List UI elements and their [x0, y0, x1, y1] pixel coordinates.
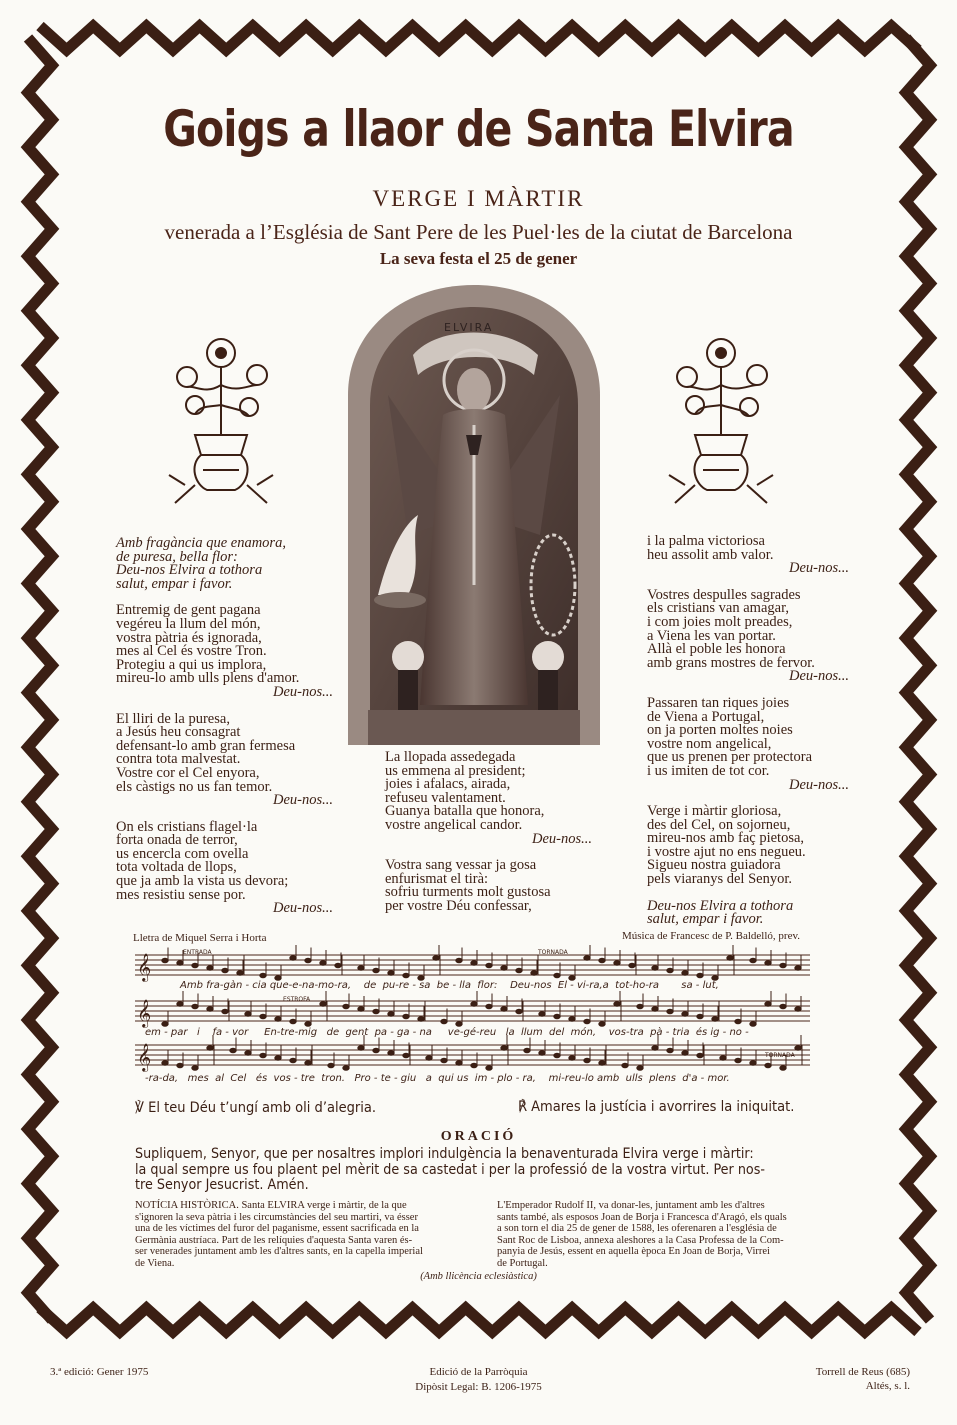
lyrics-credit: Lletra de Miquel Serra i Horta: [133, 932, 267, 944]
note-head: [569, 1017, 575, 1022]
verse-line: per vostre Déu confessar,: [385, 897, 532, 914]
history-line: sants també, als esposos Joan de Borja i Francesca d'Aragó, els quals: [497, 1211, 787, 1223]
verse-line: El lliri de la puresa,: [116, 710, 230, 727]
verse-line: Vostres despulles sagrades: [647, 586, 801, 603]
note-head: [554, 1053, 560, 1058]
note-head: [433, 956, 439, 961]
note-head: [697, 1053, 703, 1058]
history-line: Sant Roc de Lisboa, annexa aleshores a la Casa Professa de la Com-: [497, 1234, 784, 1246]
note-head: [260, 1014, 266, 1019]
verse-line: Vostre cor el Cel enyora,: [116, 764, 260, 781]
verse-line: i com joies molt preades,: [647, 613, 793, 630]
refrain: Deu-nos...: [531, 830, 592, 847]
note-head: [720, 1056, 726, 1061]
note-head: [245, 1012, 251, 1017]
note-head: [275, 1056, 281, 1061]
note-head: [735, 1019, 741, 1024]
note-head: [750, 958, 756, 963]
verse-line: amb grans mostres de fervor.: [647, 654, 815, 671]
estrofa-mark: ESTROFA: [283, 996, 311, 1003]
note-head: [373, 968, 379, 973]
note-head: [403, 1053, 409, 1058]
note-head: [162, 1061, 168, 1066]
note-head: [260, 973, 266, 978]
note-head: [667, 1009, 673, 1014]
note-head: [456, 958, 462, 963]
verse-line: i la palma victoriosa: [647, 533, 765, 549]
history-note-right: [497, 1200, 822, 1269]
note-head: [358, 1046, 364, 1051]
tornada-mark: TORNADA: [538, 949, 568, 956]
note-head: [554, 1014, 560, 1019]
history-line: s'ignoren la seva pàtria i les circumstàncies del seu martiri, va ésser: [135, 1211, 418, 1223]
stanza: [385, 859, 600, 913]
note-head: [712, 1017, 718, 1022]
music-lyrics-2: em - par i fa - vor En-tre-mig de gent pa - ga - na ve-gé-reu la llum del món, vos-tra pà - tria és ig - no -: [145, 1027, 749, 1038]
history-line: ser venerades juntament amb les d'altres sants, en la capella imperial: [135, 1246, 423, 1257]
verse-line: joies i afalacs, airada,: [385, 776, 511, 793]
note-head: [554, 973, 560, 978]
parish-edition: Edició de la Parròquia: [429, 1366, 528, 1378]
treble-clef-icon: 𝄞: [137, 1043, 152, 1071]
verse-line: Verge i màrtir gloriosa,: [647, 803, 782, 820]
verse-line: de puresa, bella flor:: [116, 548, 238, 565]
stanza: [647, 535, 857, 576]
note-head: [456, 1061, 462, 1066]
verse-line: els cristians van amagar,: [647, 600, 789, 617]
refrain: Deu-nos...: [788, 560, 849, 577]
treble-clef-icon: 𝄞: [137, 999, 152, 1027]
note-head: [501, 966, 507, 971]
note-head: [486, 1066, 492, 1071]
verse-line: On els cristians flagel·la: [116, 818, 258, 835]
music-score: [135, 945, 815, 1090]
music-lyrics-1: Amb fra-gàn - cia que-e-na-mo-ra, de pu-re - sa be - lla flor: Deu-nos El - vi-ra,a tot-ho-ra sa - lut,: [180, 980, 719, 991]
note-head: [192, 1066, 198, 1071]
music-lyrics-3: -ra-da, mes al Cel és vos - tre tron. Pro - te - giu a qui us im - plo - ra, mi-reu-lo amb ulls plens d'a - mor.: [145, 1073, 730, 1084]
refrain: Deu-nos...: [272, 792, 333, 809]
note-head: [569, 1056, 575, 1061]
stanza: [647, 897, 857, 928]
note-head: [230, 1048, 236, 1053]
note-head: [652, 1046, 658, 1051]
note-head: [637, 1004, 643, 1009]
note-head: [780, 1004, 786, 1009]
printer-info-2: Altés, s. l.: [865, 1380, 910, 1392]
note-head: [456, 1022, 462, 1027]
note-head: [290, 1058, 296, 1063]
verse-line: Protegiu a qui us implora,: [116, 656, 267, 673]
note-head: [637, 1066, 643, 1071]
verse-line: Deu-nos Elvira a tothora: [647, 897, 794, 914]
refrain: Deu-nos...: [788, 668, 849, 685]
verse-line: que ja amb la vista us devora;: [116, 873, 289, 890]
note-head: [795, 1007, 801, 1012]
note-head: [652, 1007, 658, 1012]
printer-info: Torrell de Reus (685): [815, 1366, 910, 1378]
note-head: [388, 1051, 394, 1056]
note-head: [682, 1012, 688, 1017]
note-head: [750, 1061, 756, 1066]
verse-line: i us imiten de tot cor.: [647, 762, 770, 779]
note-head: [192, 963, 198, 968]
verse-line: La llopada assedegada: [385, 749, 516, 765]
history-line: Germània austríaca. Part de les relíquies d'aquesta Santa varen és-: [135, 1234, 413, 1246]
history-note-left: [135, 1200, 465, 1269]
note-head: [290, 956, 296, 961]
note-head: [727, 956, 733, 961]
stanza: [116, 710, 341, 809]
stanza: [385, 751, 600, 846]
verse-line: vostre nom angelical,: [647, 735, 772, 752]
note-head: [403, 973, 409, 978]
note-head: [441, 1019, 447, 1024]
note-head: [207, 966, 213, 971]
note-head: [780, 1066, 786, 1071]
note-head: [426, 1056, 432, 1061]
verse-line: Amb fragància que enamora,: [116, 535, 286, 551]
note-head: [614, 961, 620, 966]
legal-deposit: Dipòsit Legal: B. 1206-1975: [415, 1381, 542, 1393]
note-head: [667, 1048, 673, 1053]
verse-line: salut, empar i favor.: [647, 911, 764, 928]
verse-line: vegéreu la llum del món,: [116, 615, 261, 632]
history-line: L'Emperador Rudolf II, va donar-les, juntament amb les d'altres: [497, 1200, 765, 1211]
verse-line: sofriu turments molt gustosa: [385, 884, 551, 901]
tornada-end-mark: TORNADA: [765, 1052, 795, 1059]
note-head: [305, 958, 311, 963]
note-head: [599, 958, 605, 963]
note-head: [486, 1004, 492, 1009]
note-head: [335, 963, 341, 968]
note-head: [501, 1046, 507, 1051]
verse-line: vostra pàtria és ignorada,: [116, 629, 262, 646]
license-note: (Amb llicència eclesiàstica): [420, 1271, 537, 1282]
history-line: NOTÍCIA HISTÒRICA. Santa ELVIRA verge i màrtir, de la que: [135, 1200, 407, 1211]
note-head: [697, 973, 703, 978]
note-head: [652, 966, 658, 971]
music-credit: Música de Francesc de P. Baldelló, prev.: [622, 930, 800, 942]
note-head: [486, 963, 492, 968]
note-head: [222, 1009, 228, 1014]
verse-line: a Jesús heu consagrat: [116, 724, 241, 741]
note-head: [192, 1004, 198, 1009]
history-line: de Portugal.: [497, 1257, 548, 1269]
note-head: [441, 1058, 447, 1063]
note-head: [373, 1009, 379, 1014]
venerated-line: venerada a l’Església de Sant Pere de les Puel·les de la ciutat de Barcelona: [164, 220, 793, 244]
note-head: [516, 1009, 522, 1014]
versicle: ℣ El teu Déu t’ungí amb oli d’alegria.: [135, 1100, 377, 1116]
note-head: [765, 1002, 771, 1007]
note-head: [418, 1017, 424, 1022]
flower-vase-icon-right: [665, 325, 777, 505]
note-head: [780, 963, 786, 968]
refrain: Deu-nos...: [272, 683, 333, 700]
refrain: Deu-nos...: [788, 776, 849, 793]
note-head: [207, 1046, 213, 1051]
note-head: [207, 1007, 213, 1012]
stanza: [116, 604, 341, 699]
note-head: [305, 1022, 311, 1027]
note-head: [260, 1053, 266, 1058]
note-head: [275, 1017, 281, 1022]
note-head: [177, 961, 183, 966]
note-head: [388, 971, 394, 976]
prayer-text: [135, 1147, 835, 1194]
verse-line: Passaren tan riques joies: [647, 694, 790, 711]
verse-line: a Viena les van portar.: [647, 627, 776, 644]
note-head: [614, 1002, 620, 1007]
treble-clef-icon: 𝄞: [137, 953, 152, 981]
verse-line: Guanya batalla que honora,: [385, 803, 545, 820]
note-head: [237, 971, 243, 976]
note-head: [501, 1007, 507, 1012]
note-head: [524, 1048, 530, 1053]
note-head: [599, 1061, 605, 1066]
verse-line: Sigueu nostra guiadora: [647, 857, 781, 874]
page-subtitle: VERGE I MÀRTIR: [372, 186, 585, 211]
prayer-heading: ORACIÓ: [440, 1129, 517, 1144]
note-head: [765, 1063, 771, 1068]
note-head: [320, 961, 326, 966]
note-head: [343, 1066, 349, 1071]
verse-line: i vostre ajut no ens negueu.: [647, 843, 806, 860]
verse-line: Allà el poble les honora: [647, 641, 786, 658]
note-head: [245, 1051, 251, 1056]
note-head: [358, 966, 364, 971]
verse-line: on ja porten moltes noies: [647, 722, 793, 739]
note-head: [162, 1022, 168, 1027]
verse-line: des del Cel, on sojorneu,: [647, 816, 791, 833]
stanza: [116, 818, 341, 917]
music-notes: [162, 945, 802, 1070]
note-head: [539, 1012, 545, 1017]
note-head: [162, 958, 168, 963]
note-head: [795, 966, 801, 971]
page-title: Goigs a llaor de Santa Elvira: [163, 100, 794, 158]
note-head: [682, 1051, 688, 1056]
edition-info: 3.ª edició: Gener 1975: [50, 1366, 149, 1378]
zigzag-top: [40, 26, 918, 50]
verse-line: Vostra sang vessar ja gosa: [385, 857, 537, 874]
stanza: [116, 537, 341, 591]
verse-line: forta onada de terror,: [116, 832, 238, 849]
note-head: [177, 1063, 183, 1068]
note-head: [358, 1007, 364, 1012]
verse-line: que us prenen per protectora: [647, 749, 813, 766]
verse-line: enfurismat el tirà:: [385, 870, 489, 887]
statue-illustration: [348, 285, 600, 745]
note-head: [795, 1046, 801, 1051]
zigzag-bottom: [40, 1308, 918, 1332]
note-head: [343, 1004, 349, 1009]
image-label: ELVIRA: [444, 321, 494, 334]
note-head: [667, 968, 673, 973]
verses-right-column: [647, 535, 857, 940]
note-head: [539, 1051, 545, 1056]
note-head: [599, 1022, 605, 1027]
note-head: [750, 1022, 756, 1027]
stanza: [647, 694, 857, 793]
note-head: [735, 1058, 741, 1063]
note-head: [471, 1002, 477, 1007]
note-head: [584, 1019, 590, 1024]
note-head: [516, 968, 522, 973]
verse-line: defensant-lo amb gran fermesa: [116, 737, 296, 754]
history-line: de Viena.: [135, 1257, 175, 1269]
verse-line: pels viaranys del Senyor.: [647, 871, 792, 888]
history-line: una de les víctimes del furor del paganisme, essent sacrificada en la: [135, 1223, 419, 1234]
verse-line: mes al Cel és vostre Tron.: [116, 643, 267, 660]
history-line: panyia de Jesús, essent en aquella època En Joan de Borja, Virrei: [497, 1246, 770, 1257]
note-head: [765, 961, 771, 966]
stanza: [647, 805, 857, 887]
verse-line: Deu-nos Elvira a tothora: [116, 562, 263, 579]
note-head: [531, 971, 537, 976]
verse-line: heu assolit amb valor.: [647, 546, 774, 563]
refrain: Deu-nos...: [272, 900, 333, 917]
music-staves: [135, 953, 810, 1072]
flower-vase-icon-left: [165, 325, 277, 505]
note-head: [629, 963, 635, 968]
verse-line: mireu-nos amb faç pietosa,: [647, 830, 805, 847]
prayer-line: Supliquem, Senyor, que per nosaltres implori indulgència la benaventurada Elvira verge i màrtir:: [135, 1146, 754, 1162]
note-head: [584, 956, 590, 961]
stanza: [647, 586, 857, 685]
note-head: [697, 1014, 703, 1019]
response: ℟ Amares la justícia i avorrires la iniquitat.: [518, 1099, 795, 1115]
note-head: [584, 1058, 590, 1063]
verse-line: de Viena a Portugal,: [647, 708, 765, 725]
note-head: [403, 1014, 409, 1019]
note-head: [177, 1002, 183, 1007]
prayer-line: la qual sempre us fou plaent pel mèrit de sa castedat i per la professió de la vostra virtut. Per nos-: [135, 1161, 765, 1178]
verse-line: us emmena al president;: [385, 762, 526, 779]
note-head: [682, 971, 688, 976]
verse-line: els càstigs no us fan temor.: [116, 778, 273, 795]
note-head: [222, 968, 228, 973]
note-head: [373, 1048, 379, 1053]
prayer-line: tre Senyor Jesucrist. Amén.: [135, 1177, 309, 1193]
verse-line: vostre angelical candor.: [385, 816, 523, 833]
verse-line: tota voltada de llops,: [116, 859, 237, 876]
note-head: [290, 1019, 296, 1024]
feast-line: La seva festa el 25 de gener: [379, 249, 578, 268]
santa-elvira-image: [348, 285, 600, 745]
note-head: [622, 1063, 628, 1068]
verse-line: contra tota malvestat.: [116, 751, 241, 768]
verse-line: mireu-lo amb ulls plens d'amor.: [116, 670, 300, 687]
verse-line: us encercla com ovella: [116, 845, 249, 862]
note-head: [388, 1012, 394, 1017]
verses-left-column: [116, 537, 341, 929]
note-head: [471, 1063, 477, 1068]
verses-middle-column: [385, 751, 600, 927]
note-head: [328, 1063, 334, 1068]
entrada-mark: ENTRADA: [183, 949, 212, 956]
verse-line: mes resistiu sense por.: [116, 886, 246, 903]
note-head: [320, 1002, 326, 1007]
note-head: [305, 1061, 311, 1066]
verse-line: refuseu valentament.: [385, 789, 506, 806]
history-line: a son torn el dia 25 de gener de 1588, les oferenaren a l'església de: [497, 1223, 777, 1234]
verse-line: salut, empar i favor.: [116, 575, 233, 592]
note-head: [471, 961, 477, 966]
verse-line: Entremig de gent pagana: [116, 602, 261, 619]
